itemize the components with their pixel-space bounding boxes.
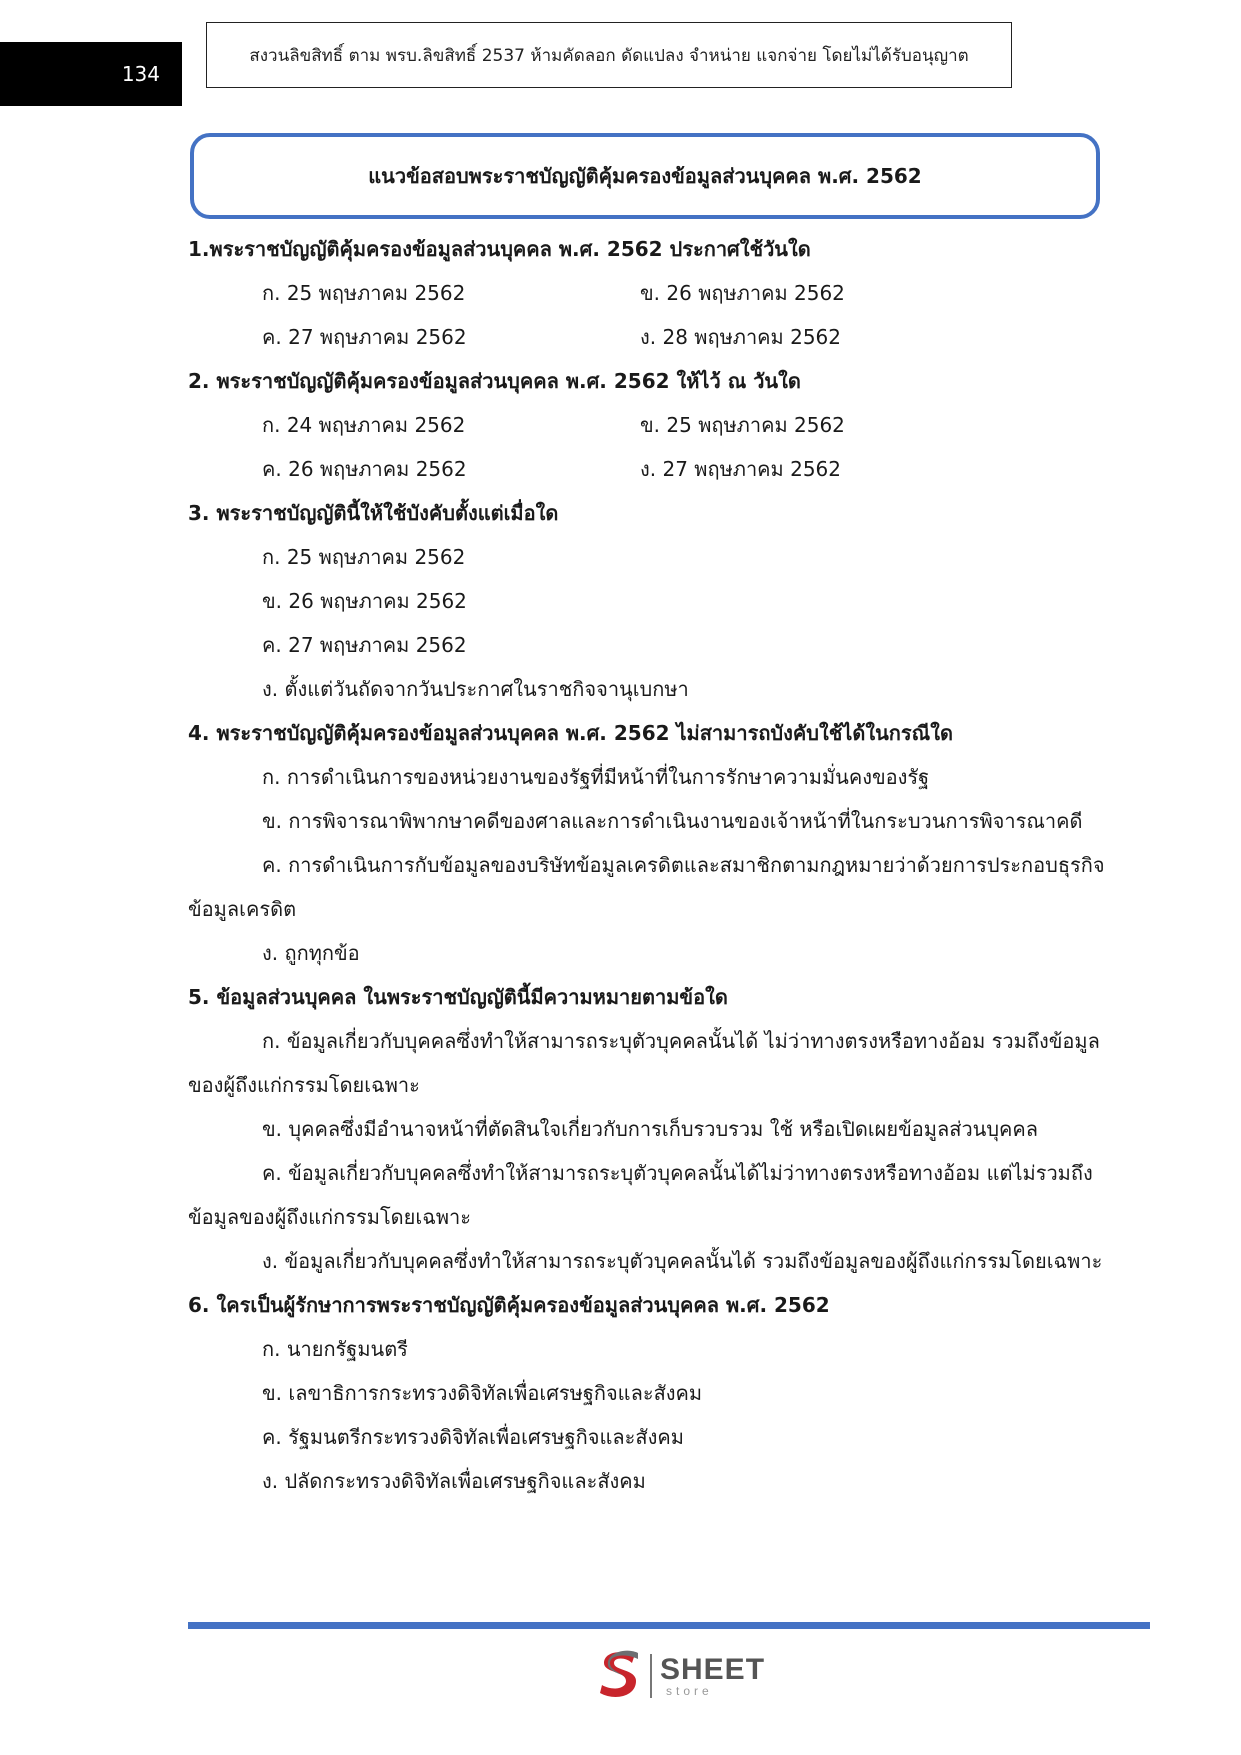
question-1 [188,227,1108,359]
s-swoosh-icon [596,1649,642,1703]
option: ค. การดำเนินการกับข้อมูลของบริษัทข้อมูลเครดิตและสมาชิกตามกฎหมายว่าด้วยการประกอบธุรกิจข้อมูลเครดิต [188,853,1105,921]
option: ง. ถูกทุกข้อ [262,941,360,965]
question-3 [188,491,1108,711]
option: ค. รัฐมนตรีกระทรวงดิจิทัลเพื่อเศรษฐกิจและสังคม [262,1425,684,1449]
option: ค. ข้อมูลเกี่ยวกับบุคคลซึ่งทำให้สามารถระบุตัวบุคคลนั้นได้ไม่ว่าทางตรงหรือทางอ้อม แต่ไม่รวมถึงข้อมูลของผู้ถึงแก่กรรมโดยเฉพาะ [188,1161,1093,1229]
option: ง. ข้อมูลเกี่ยวกับบุคคลซึ่งทำให้สามารถระบุตัวบุคคลนั้นได้ รวมถึงข้อมูลของผู้ถึงแก่กรรมโดยเฉพาะ [262,1249,1103,1273]
logo-subtext: store [666,1684,713,1698]
question-text: 6. ใครเป็นผู้รักษาการพระราชบัญญัติคุ้มครองข้อมูลส่วนบุคคล พ.ศ. 2562 [188,1293,830,1317]
option: ค. 27 พฤษภาคม 2562 [262,325,467,349]
question-text: 2. พระราชบัญญัติคุ้มครองข้อมูลส่วนบุคคล พ.ศ. 2562 ให้ไว้ ณ วันใด [188,369,801,393]
option: ก. 25 พฤษภาคม 2562 [262,281,466,305]
option: ข. เลขาธิการกระทรวงดิจิทัลเพื่อเศรษฐกิจและสังคม [262,1381,703,1405]
page-number: 134 [121,62,160,86]
sheet-store-logo [596,1648,765,1704]
option: ข. 26 พฤษภาคม 2562 [640,281,845,305]
option: ข. 26 พฤษภาคม 2562 [262,589,467,613]
section-title-box [190,133,1100,219]
question-text: 4. พระราชบัญญัติคุ้มครองข้อมูลส่วนบุคคล พ.ศ. 2562 ไม่สามารถบังคับใช้ได้ในกรณีใด [188,721,953,745]
option: ข. บุคคลซึ่งมีอำนาจหน้าที่ตัดสินใจเกี่ยวกับการเก็บรวบรวม ใช้ หรือเปิดเผยข้อมูลส่วนบุคคล [262,1117,1039,1141]
option: ค. 27 พฤษภาคม 2562 [262,633,467,657]
option: ง. 27 พฤษภาคม 2562 [640,457,841,481]
question-2 [188,359,1108,491]
question-text: 5. ข้อมูลส่วนบุคคล ในพระราชบัญญัตินี้มีความหมายตามข้อใด [188,985,728,1009]
option: ง. ตั้งแต่วันถัดจากวันประกาศในราชกิจจานุเบกษา [262,677,689,701]
page-number-tab [0,42,182,106]
option: ก. นายกรัฐมนตรี [262,1337,408,1361]
section-title: แนวข้อสอบพระราชบัญญัติคุ้มครองข้อมูลส่วนบุคคล พ.ศ. 2562 [368,164,922,188]
option: ข. การพิจารณาพิพากษาคดีของศาลและการดำเนินงานของเจ้าหน้าที่ในกระบวนการพิจารณาคดี [262,809,1083,833]
option: ก. 25 พฤษภาคม 2562 [262,545,466,569]
copyright-notice [206,22,1012,88]
option: ข. 25 พฤษภาคม 2562 [640,413,845,437]
logo-divider [650,1654,652,1698]
option: ก. 24 พฤษภาคม 2562 [262,413,466,437]
option: ค. 26 พฤษภาคม 2562 [262,457,467,481]
option: ง. ปลัดกระทรวงดิจิทัลเพื่อเศรษฐกิจและสังคม [262,1469,646,1493]
question-4 [188,711,1108,975]
logo-text: SHEET [660,1653,766,1686]
option: ง. 28 พฤษภาคม 2562 [640,325,841,349]
option: ก. ข้อมูลเกี่ยวกับบุคคลซึ่งทำให้สามารถระบุตัวบุคคลนั้นได้ ไม่ว่าทางตรงหรือทางอ้อม รวมถึงข้อมูลของผู้ถึงแก่กรรมโดยเฉพาะ [188,1029,1100,1097]
option: ก. การดำเนินการของหน่วยงานของรัฐที่มีหน้าที่ในการรักษาความมั่นคงของรัฐ [262,765,930,789]
copyright-text: สงวนลิขสิทธิ์ ตาม พรบ.ลิขสิทธิ์ 2537 ห้ามคัดลอก ดัดแปลง จำหน่าย แจกจ่าย โดยไม่ได้รับอนุญาต [249,45,969,66]
question-6 [188,1283,1108,1503]
question-text: 3. พระราชบัญญัตินี้ให้ใช้บังคับตั้งแต่เมื่อใด [188,501,559,525]
question-list [188,227,1108,1503]
question-text: 1.พระราชบัญญัติคุ้มครองข้อมูลส่วนบุคคล พ.ศ. 2562 ประกาศใช้วันใด [188,237,811,261]
footer-rule [188,1622,1150,1629]
question-5 [188,975,1108,1283]
